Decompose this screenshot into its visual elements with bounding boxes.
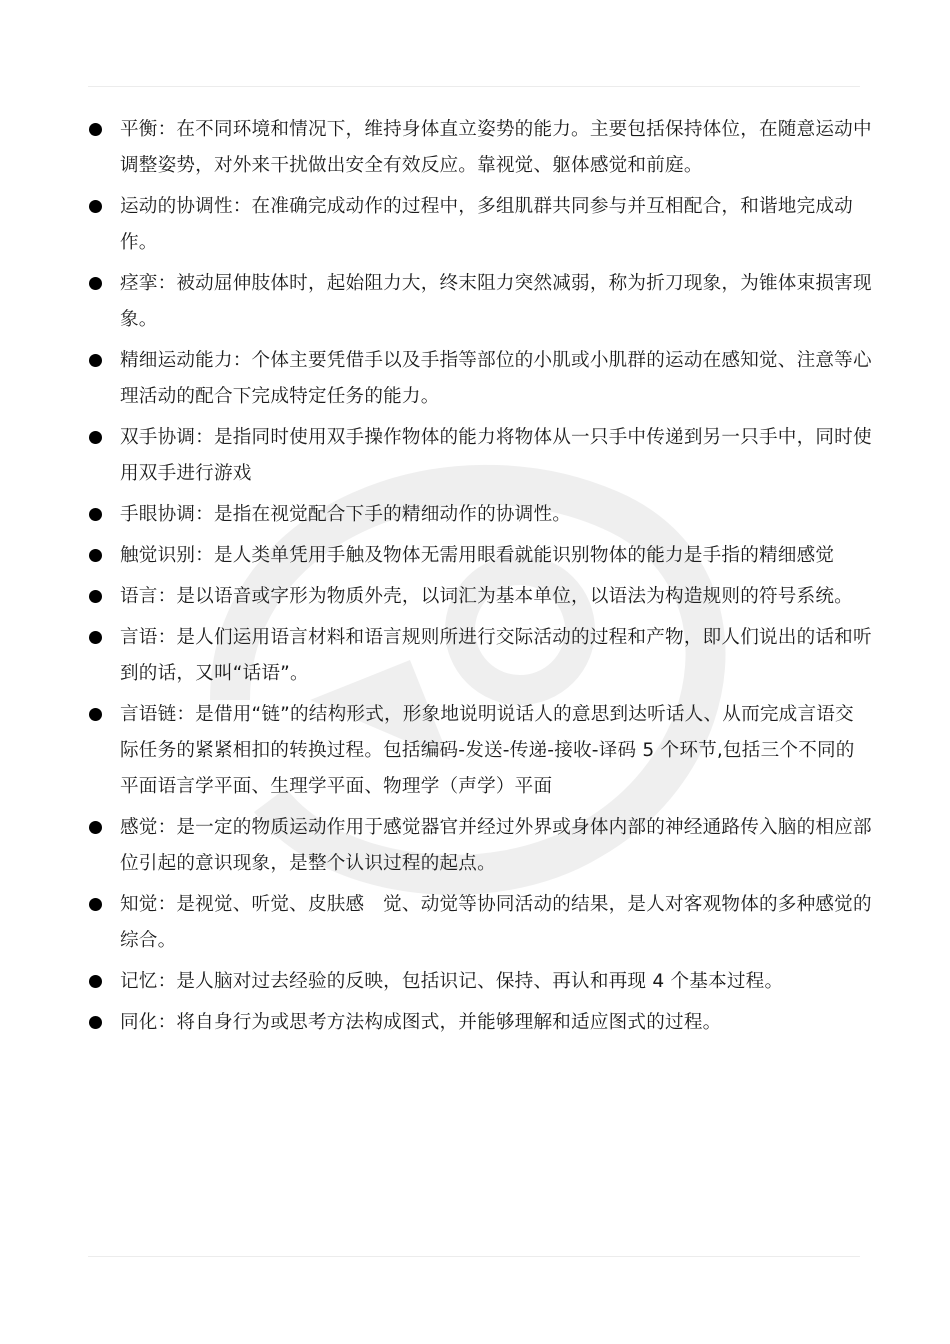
bullet-icon: [89, 1016, 102, 1029]
bullet-icon: [89, 277, 102, 290]
list-item: [0, 887, 872, 959]
header-divider: [88, 86, 860, 87]
list-item-text: 言语：是人们运用语言材料和语言规则所进行交际活动的过程和产物，即人们说出的话和听到的话，又叫“话语”。: [120, 627, 872, 684]
list-item-text: 运动的协调性：在准确完成动作的过程中，多组肌群共同参与并互相配合，和谐地完成动作。: [120, 196, 853, 253]
list-item-text: 记忆：是人脑对过去经验的反映，包括识记、保持、再认和再现 4 个基本过程。: [120, 971, 784, 992]
bullet-icon: [89, 631, 102, 644]
list-item-text: 痉挛：被动屈伸肢体时，起始阻力大，终末阻力突然减弱，称为折刀现象，为锥体束损害现象。: [120, 273, 872, 330]
list-item: [0, 189, 872, 261]
list-item: [0, 497, 872, 533]
bullet-icon: [89, 549, 102, 562]
list-item: [0, 112, 872, 184]
list-item: [0, 810, 872, 882]
list-item: [0, 420, 872, 492]
bullet-icon: [89, 431, 102, 444]
list-item: [0, 697, 872, 805]
bullet-icon: [89, 708, 102, 721]
bullet-icon: [89, 508, 102, 521]
bullet-icon: [89, 898, 102, 911]
bullet-icon: [89, 975, 102, 988]
list-item: [0, 1005, 872, 1041]
list-item-text: 双手协调：是指同时使用双手操作物体的能力将物体从一只手中传递到另一只手中，同时使用双手进行游戏: [120, 427, 872, 484]
list-item-text: 言语链：是借用“链”的结构形式，形象地说明说话人的意思到达听话人、从而完成言语交际任务的紧紧相扣的转换过程。包括编码-发送-传递-接收-译码 5 个环节,包括三个不同的平面语言学平面、生理学平面、物理学（声学）平面: [120, 704, 855, 797]
list-item: [0, 343, 872, 415]
list-item-text: 同化：将自身行为或思考方法构成图式，并能够理解和适应图式的过程。: [120, 1012, 722, 1033]
list-item-text: 平衡：在不同环境和情况下，维持身体直立姿势的能力。主要包括保持体位，在随意运动中调整姿势，对外来干扰做出安全有效反应。靠视觉、躯体感觉和前庭。: [120, 119, 872, 176]
bullet-icon: [89, 590, 102, 603]
footer-divider: [88, 1256, 860, 1257]
list-item-text: 知觉：是视觉、听觉、皮肤感 觉、动觉等协同活动的结果，是人对客观物体的多种感觉的综合。: [120, 894, 872, 951]
list-item-text: 精细运动能力：个体主要凭借手以及手指等部位的小肌或小肌群的运动在感知觉、注意等心理活动的配合下完成特定任务的能力。: [120, 350, 872, 407]
definition-list: [0, 112, 950, 1046]
bullet-icon: [89, 821, 102, 834]
list-item-text: 语言：是以语音或字形为物质外壳，以词汇为基本单位，以语法为构造规则的符号系统。: [120, 586, 853, 607]
list-item: [0, 538, 872, 574]
list-item: [0, 266, 872, 338]
bullet-icon: [89, 354, 102, 367]
bullet-icon: [89, 200, 102, 213]
list-item-text: 触觉识别：是人类单凭用手触及物体无需用眼看就能识别物体的能力是手指的精细感觉: [120, 545, 835, 566]
list-item-text: 手眼协调：是指在视觉配合下手的精细动作的协调性。: [120, 504, 572, 525]
list-item: [0, 964, 872, 1000]
list-item: [0, 620, 872, 692]
bullet-icon: [89, 123, 102, 136]
list-item-text: 感觉：是一定的物质运动作用于感觉器官并经过外界或身体内部的神经通路传入脑的相应部位引起的意识现象，是整个认识过程的起点。: [120, 817, 872, 874]
list-item: [0, 579, 872, 615]
